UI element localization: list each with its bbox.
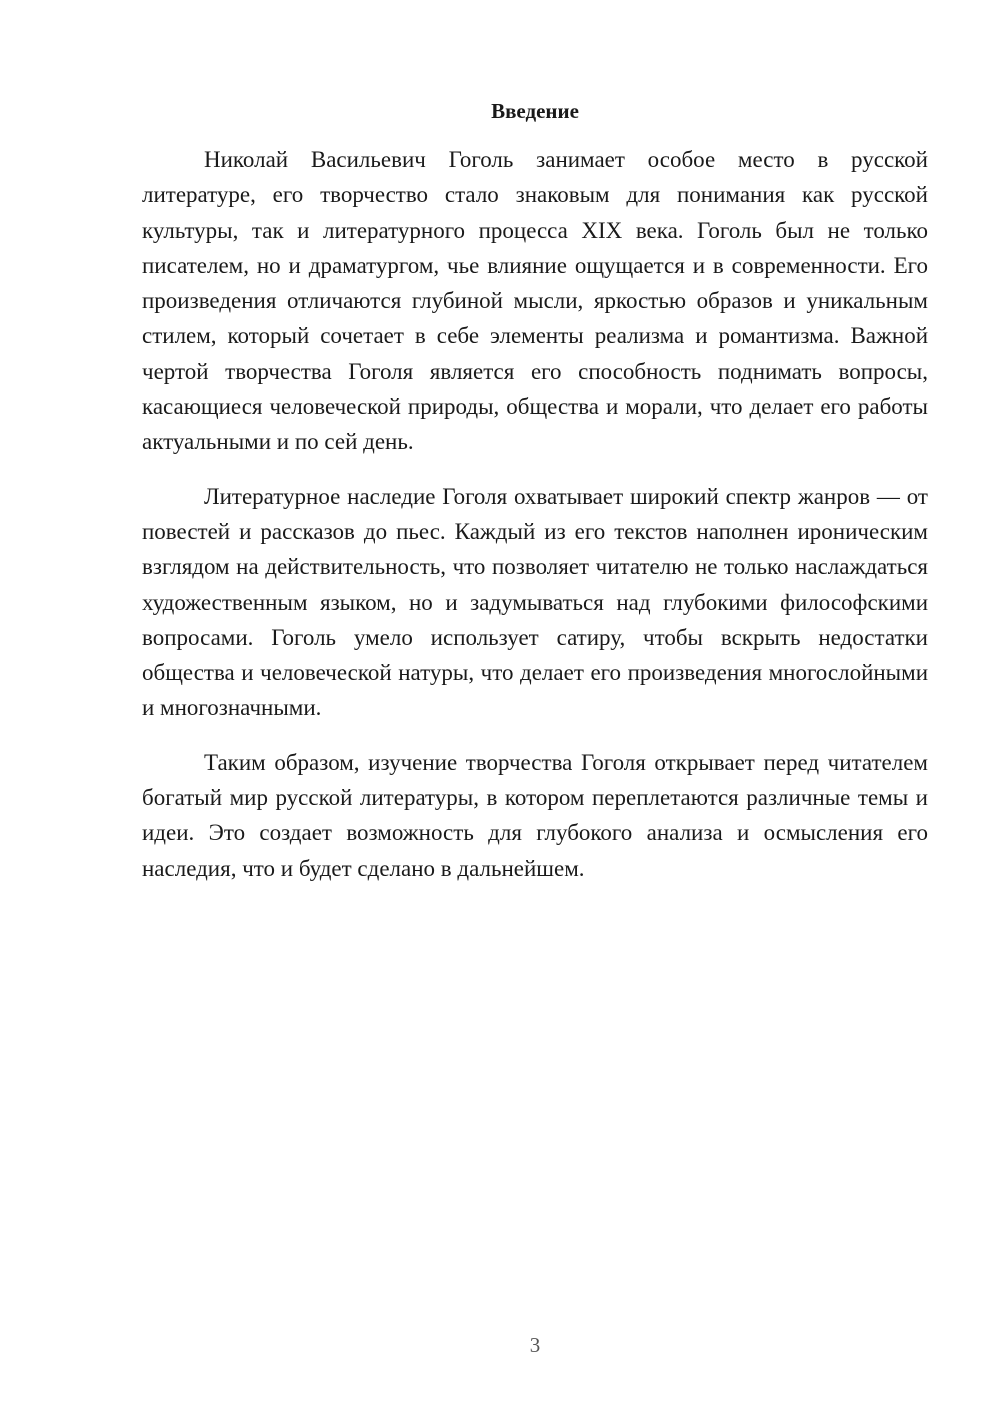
paragraph-3: Таким образом, изучение творчества Гоголя открывает перед читателем богатый мир русской литературы, в котором переплетаются различные темы и идеи. Это создает возможность для глубокого анализа и осмысления его наследия, что и будет сделано в дальнейшем. bbox=[142, 749, 928, 881]
paragraph-1: Николай Васильевич Гоголь занимает особое место в русской литературе, его творчество стало знаковым для понимания как русской культуры, так и литературного процесса XIX века. Гоголь был не только писателем, но и драматургом, чье влияние ощущается и в современности. Его произведения отличаются глубиной мысли, яркостью образов и уникальным стилем, который сочетает в себе элементы реализма и романтизма. Важной чертой творчества Гоголя является его способность поднимать вопросы, касающиеся человеческой природы, общества и морали, что делает его работы актуальными и по сей день. bbox=[142, 147, 928, 455]
page-number: 3 bbox=[529, 1333, 541, 1357]
paragraph-2: Литературное наследие Гоголя охватывает широкий спектр жанров — от повестей и рассказов до пьес. Каждый из его текстов наполнен ироническим взглядом на действительность, что позволяет читателю не только наслаждаться художественным языком, но и задумываться над глубокими философскими вопросами. Гоголь умело использует сатиру, чтобы вскрыть недостатки общества и человеческой натуры, что делает его произведения многослойными и многозначными. bbox=[142, 483, 928, 721]
body-text bbox=[142, 142, 928, 905]
page-title: Введение bbox=[491, 99, 579, 123]
